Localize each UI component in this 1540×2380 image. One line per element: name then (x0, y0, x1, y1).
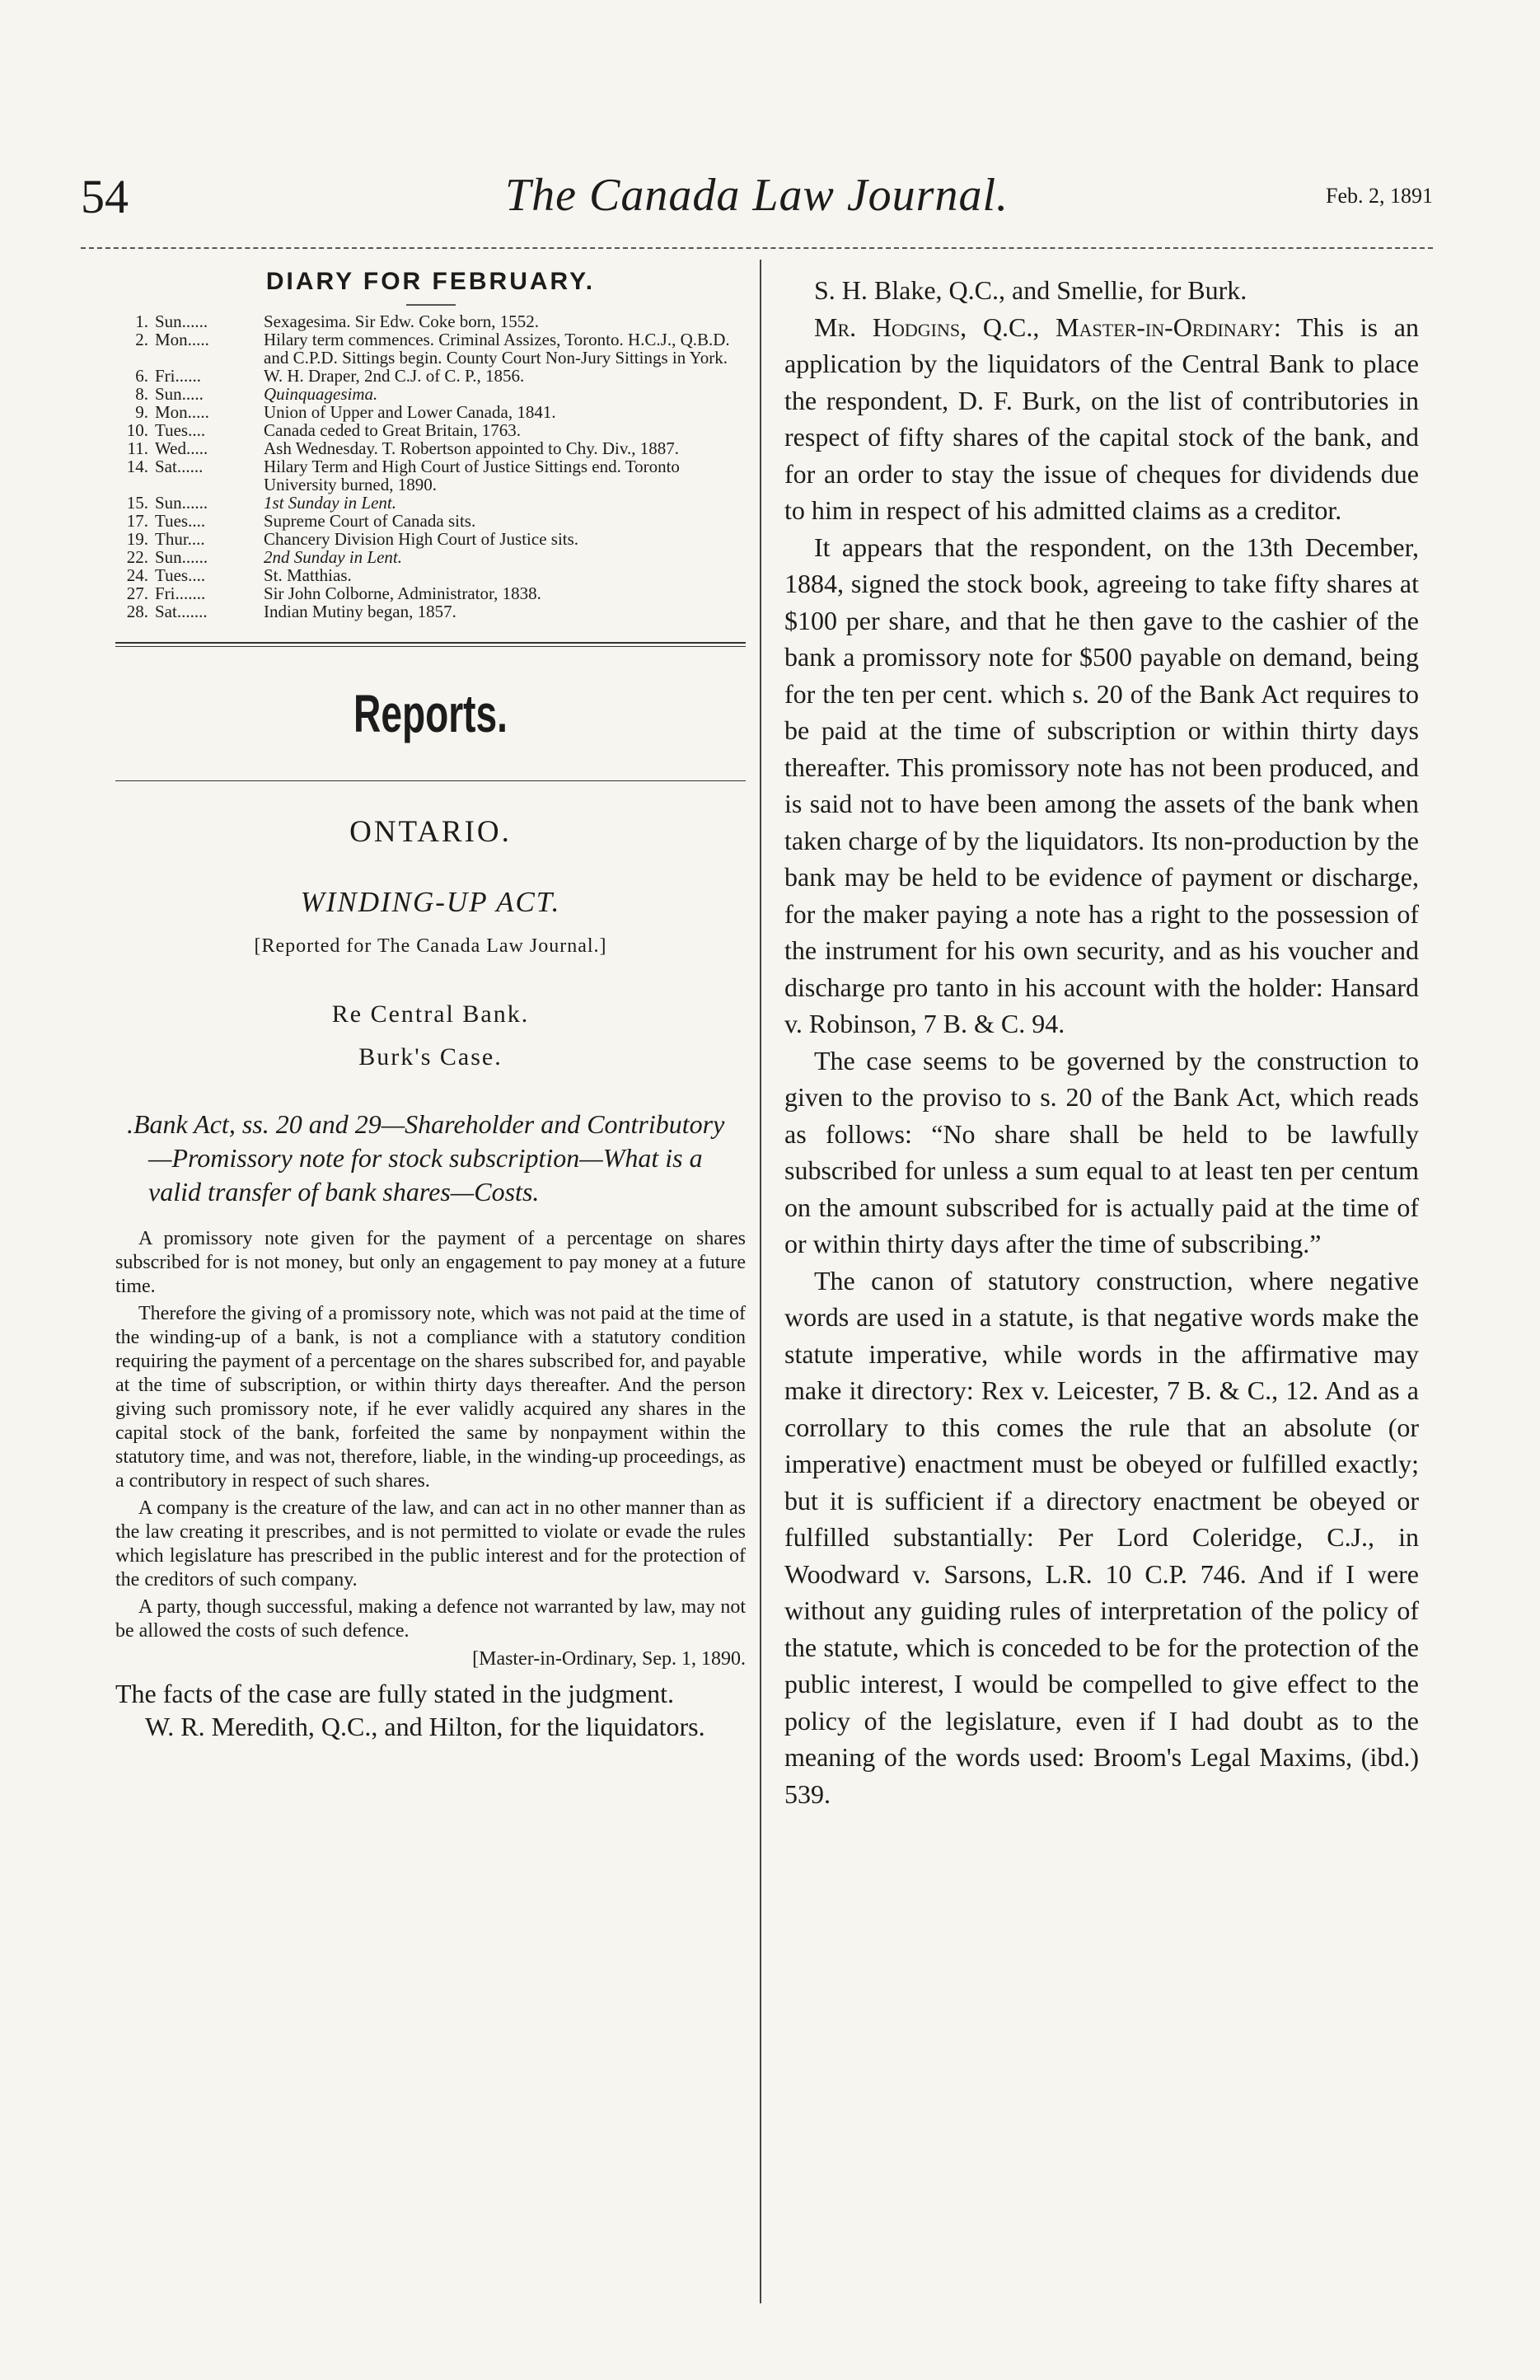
diary-day-number: 19. (126, 529, 148, 549)
running-head (81, 169, 1433, 235)
master-name: Mr. Hodgins, Q.C., Master-in-Ordinary: (814, 312, 1281, 342)
diary-event: 2nd Sunday in Lent. (264, 547, 402, 567)
diary-entry (115, 421, 746, 439)
header-rule (81, 247, 1433, 249)
diary-weekday: Sun...... (155, 312, 208, 331)
issue-date: Feb. 2, 1891 (1326, 184, 1433, 208)
left-column (115, 268, 746, 1743)
diary-day-number: 8. (135, 384, 148, 404)
reports-rule (115, 780, 746, 781)
diary-weekday: Mon..... (155, 402, 209, 422)
judgment-paragraph: The canon of statutory construction, where negative words are used in a statute, is that negative words make the statute imperative, while words in the affirmative may make it directory: Rex v. Leicester, 7 B. & C., 12. And as a corrollary to this comes the rule that an absolute (or imperative) enactment must be obeyed or fulfilled exactly; but it is sufficient if a directory enactment be obeyed or fulfilled substantially: Per Lord Coleridge, C.J., in Woodward v. Sarsons, L.R. 10 C.P. 746. And if I were without any guiding rules of interpretation of the policy of the statute, which is conceded to be for the protection of the public interest, I would be compelled to give effect to the policy of the legislature, even if I had doubt as to the meaning of the words used: Broom's Legal Maxims, (ibd.) 539. (784, 1265, 1419, 1809)
page-number: 54 (81, 170, 129, 223)
case-summary (115, 1227, 746, 1643)
judgment-opening (784, 309, 1419, 529)
diary-event: Sir John Colborne, Administrator, 1838. (264, 583, 541, 603)
case-subtitle: Burk's Case. (358, 1043, 503, 1071)
case-name: Re Central Bank. (331, 1000, 530, 1028)
reports-heading: Reports. (353, 684, 508, 743)
short-rule (406, 304, 456, 306)
diary-day-number: 27. (126, 583, 148, 603)
diary-event: Indian Mutiny began, 1857. (264, 602, 456, 621)
diary-weekday: Fri...... (155, 366, 202, 386)
diary-entry (115, 512, 746, 530)
diary-day-number: 28. (126, 602, 148, 621)
diary-weekday: Sun..... (155, 384, 204, 404)
diary-weekday: Fri....... (155, 583, 206, 603)
act-heading: WINDING-UP ACT. (300, 886, 561, 918)
judgment-paragraph: It appears that the respondent, on the 13th December, 1884, signed the stock book, agreeing to take fifty shares at $100 per share, and that he then gave to the cashier of the bank a promissory note for $500 payable on demand, being for the ten per cent. which s. 20 of the Bank Act requires to be paid at the time of subscription or within thirty days thereafter. This promissory note has not been produced, and is said not to have been among the assets of the bank when taken charge of by the liquidators. Its non-production by the bank may be held to be evidence of payment or discharge, for the maker paying a note has a right to the possession of the instrument for his own security, and as his voucher and discharge pro tanto in his account with the holder: Hansard v. Robinson, 7 B. & C. 94. (784, 532, 1419, 1038)
diary-day-number: 1. (135, 312, 148, 331)
diary-weekday: Wed..... (155, 438, 208, 458)
counsel-paragraph: W. R. Meredith, Q.C., and Hilton, for the liquidators. (145, 1712, 705, 1741)
diary-entry (115, 330, 746, 367)
diary-event: Ash Wednesday. T. Robertson appointed to Chy. Div., 1887. (264, 438, 680, 458)
diary-weekday: Sat...... (155, 457, 204, 476)
judgment-paragraph: The case seems to be governed by the construction to given to the proviso to s. 20 of the Bank Act, which reads as follows: “No share shall be held to be lawfully subscribed for unless a sum equal to at least ten per centum on the amount subscribed for is actually paid at the time of or within thirty days after the time of subscribing.” (784, 1045, 1419, 1258)
journal-title: The Canada Law Journal. (504, 170, 1009, 221)
diary-day-number: 2. (135, 330, 148, 349)
diary-weekday: Sun...... (155, 493, 208, 513)
column-divider (760, 260, 761, 2303)
headnote: .Bank Act, ss. 20 and 29—Shareholder and Contributory—Promissory note for stock subscription—What is a valid transfer of bank shares—Costs. (127, 1109, 725, 1206)
diary-day-number: 22. (126, 547, 148, 567)
diary-weekday: Sun...... (155, 547, 208, 567)
diary-weekday: Mon..... (155, 330, 209, 349)
judgment-text: This is an application by the liquidators of the Central Bank to place the respondent, D. F. Burk, on the list of contributories in respect of fifty shares of the capital stock of the bank, and for an order to stay the issue of cheques for dividends due to him in respect of his admitted claims as a creditor. (784, 312, 1420, 525)
diary-day-number: 10. (126, 420, 148, 440)
summary-paragraph: Therefore the giving of a promissory note, which was not paid at the time of the winding-up of a bank, is not a compliance with a statutory condition requiring the payment of a percentage on the shares subscribed for, and payable at the time of subscription, or within thirty days thereafter. And the person giving such promissory note, if he ever validly acquired any shares in the capital stock of the bank, forfeited the same by nonpayment within the statutory time, and was not, therefore, liable, in the winding-up proceedings, as a contributory in respect of such shares. (115, 1303, 746, 1492)
diary-entry (115, 403, 746, 421)
body-paragraph: The facts of the case are fully stated in the judgment. (115, 1679, 674, 1708)
diary-entry (115, 385, 746, 403)
section-rule-thin (115, 646, 746, 647)
diary-entry (115, 439, 746, 457)
right-column (784, 272, 1419, 1812)
diary-event: Hilary term commences. Criminal Assizes, Toronto. H.C.J., Q.B.D. and C.P.D. Sittings begin. County Court Non-Jury Sittings in York. (264, 330, 730, 368)
diary-list (115, 312, 746, 621)
diary-day-number: 14. (126, 457, 148, 476)
diary-entry (115, 312, 746, 330)
diary-weekday: Thur.... (155, 529, 205, 549)
diary-day-number: 9. (135, 402, 148, 422)
diary-entry (115, 584, 746, 602)
counsel-paragraph: S. H. Blake, Q.C., and Smellie, for Burk. (814, 275, 1247, 305)
left-body (115, 1677, 746, 1743)
diary-weekday: Sat....... (155, 602, 208, 621)
diary-event: St. Matthias. (264, 565, 352, 585)
court-citation: [Master-in-Ordinary, Sep. 1, 1890. (472, 1648, 746, 1670)
diary-entry (115, 602, 746, 621)
diary-entry (115, 494, 746, 512)
diary-day-number: 15. (126, 493, 148, 513)
diary-entry (115, 566, 746, 584)
diary-weekday: Tues.... (155, 420, 206, 440)
summary-paragraph: A promissory note given for the payment of a percentage on shares subscribed for is not money, but only an engagement to pay money at a future time. (115, 1228, 746, 1297)
reported-for: [Reported for The Canada Law Journal.] (254, 935, 607, 957)
diary-title: DIARY FOR FEBRUARY. (265, 268, 596, 295)
diary-event: Quinquagesima. (264, 384, 378, 404)
diary-day-number: 17. (126, 511, 148, 531)
diary-event: Hilary Term and High Court of Justice Sittings end. Toronto University burned, 1890. (264, 457, 680, 494)
section-rule (115, 642, 746, 644)
diary-weekday: Tues.... (155, 565, 206, 585)
diary-event: Chancery Division High Court of Justice sits. (264, 529, 579, 549)
diary-day-number: 11. (127, 438, 148, 458)
diary-entry (115, 457, 746, 494)
diary-entry (115, 367, 746, 385)
diary-event: Canada ceded to Great Britain, 1763. (264, 420, 521, 440)
summary-paragraph: A party, though successful, making a defence not warranted by law, may not be allowed the costs of such defence. (115, 1596, 746, 1642)
diary-event: Supreme Court of Canada sits. (264, 511, 476, 531)
diary-event: W. H. Draper, 2nd C.J. of C. P., 1856. (264, 366, 525, 386)
summary-paragraph: A company is the creature of the law, and can act in no other manner than as the law creating it prescribes, and is not permitted to violate or evade the rules which legislature has prescribed in the public interest and for the protection of the creditors of such company. (115, 1497, 746, 1591)
diary-day-number: 6. (135, 366, 148, 386)
diary-event: Sexagesima. Sir Edw. Coke born, 1552. (264, 312, 540, 331)
diary-day-number: 24. (126, 565, 148, 585)
province-heading: ONTARIO. (349, 815, 512, 849)
diary-entry (115, 548, 746, 566)
diary-event: 1st Sunday in Lent. (264, 493, 396, 513)
diary-event: Union of Upper and Lower Canada, 1841. (264, 402, 556, 422)
diary-weekday: Tues.... (155, 511, 206, 531)
diary-entry (115, 530, 746, 548)
